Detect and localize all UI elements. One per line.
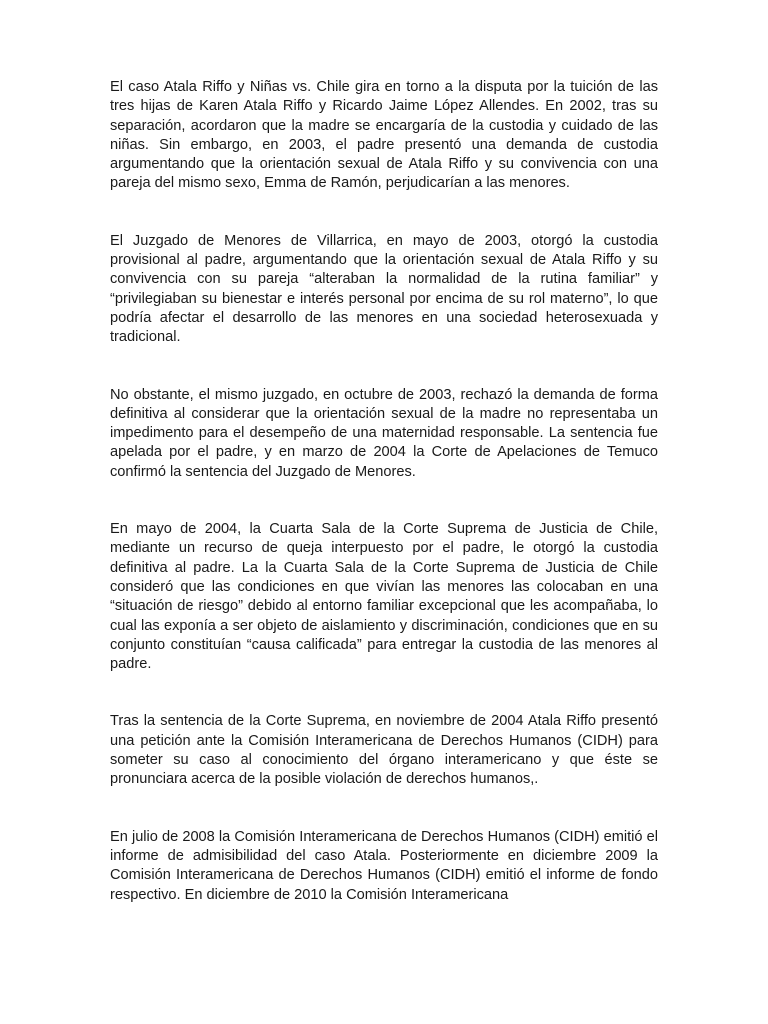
document-page	[110, 78, 658, 905]
paragraph-5: Tras la sentencia de la Corte Suprema, en noviembre de 2004 Atala Riffo presentó una petición ante la Comisión Interamericana de Derechos Humanos (CIDH) para someter su caso al conocimiento del órgano interamericano y que éste se pronunciara acerca de la posible violación de derechos humanos,.	[110, 713, 658, 788]
paragraph-3: No obstante, el mismo juzgado, en octubre de 2003, rechazó la demanda de forma definitiva al considerar que la orientación sexual de la madre no representaba un impedimento para el desempeño de una maternidad responsable. La sentencia fue apelada por el padre, y en marzo de 2004 la Corte de Apelaciones de Temuco confirmó la sentencia del Juzgado de Menores.	[110, 386, 658, 480]
paragraph-4: En mayo de 2004, la Cuarta Sala de la Corte Suprema de Justicia de Chile, mediante un recurso de queja interpuesto por el padre, le otorgó la custodia definitiva al padre. La la Cuarta Sala de la Corte Suprema de Justicia de Chile consideró que las condiciones en que vivían las menores las colocaban en una “situación de riesgo” debido al entorno familiar excepcional que les acompañaba, lo cual las exponía a ser objeto de aislamiento y discriminación, condiciones que en su conjunto constituían “causa calificada” para entregar la custodia de las menores al padre.	[110, 521, 658, 673]
paragraph-1: El caso Atala Riffo y Niñas vs. Chile gira en torno a la disputa por la tuición de las tres hijas de Karen Atala Riffo y Ricardo Jaime López Allendes. En 2002, tras su separación, acordaron que la madre se encargaría de la custodia y cuidado de las niñas. Sin embargo, en 2003, el padre presentó una demanda de custodia argumentando que la orientación sexual de Atala Riffo y su convivencia con una pareja del mismo sexo, Emma de Ramón, perjudicarían a las menores.	[110, 79, 658, 192]
paragraph-2: El Juzgado de Menores de Villarrica, en mayo de 2003, otorgó la custodia provisional al padre, argumentando que la orientación sexual de Atala Riffo y su convivencia con su pareja “alteraban la normalidad de la rutina familiar” y “privilegiaban su bienestar e interés personal por encima de su rol materno”, lo que podría afectar el desarrollo de las menores en una sociedad heterosexuada y tradicional.	[110, 232, 658, 346]
paragraph-6: En julio de 2008 la Comisión Interamericana de Derechos Humanos (CIDH) emitió el informe de admisibilidad del caso Atala. Posteriormente en diciembre 2009 la Comisión Interamericana de Derechos Humanos (CIDH) emitió el informe de fondo respectivo. En diciembre de 2010 la Comisión Interamericana	[110, 828, 658, 903]
